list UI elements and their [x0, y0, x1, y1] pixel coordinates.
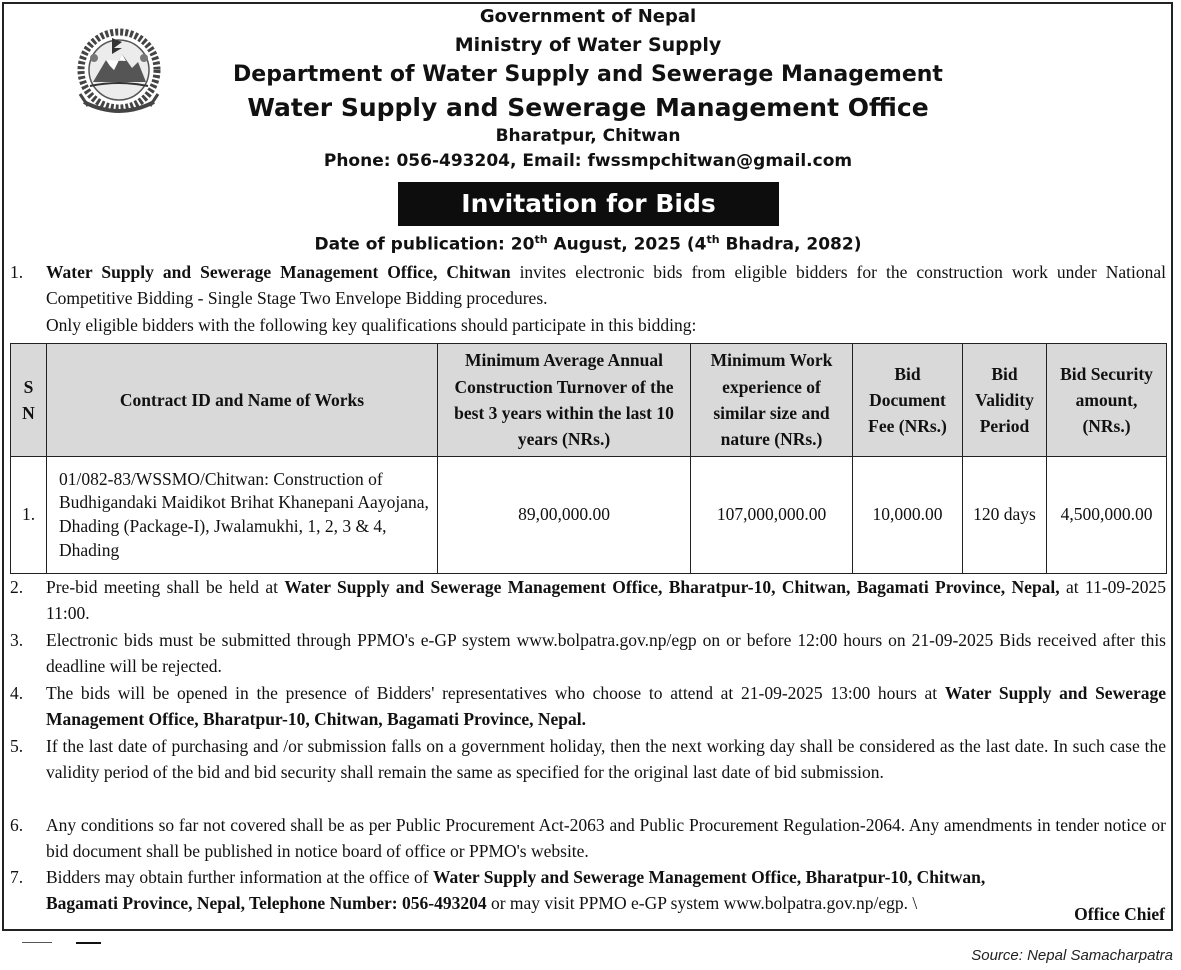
header-experience: Minimum Work experience of similar size and nature (NRs.) [691, 344, 853, 457]
cell-sn: 1. [11, 457, 47, 574]
cell-experience: 107,000,000.00 [691, 457, 853, 574]
cell-work: 01/082-83/WSSMO/Chitwan: Construction of Budhigandaki Maidikot Brihat Khanepani Aayojana, Dhading (Package-I), Jwalamukhi, 1, 2, 3 & 4, Dhading [47, 457, 438, 574]
clause-text: Any conditions so far not covered shall be as per Public Procurement Act-2063 and Public Procurement Regulation-2064. Any amendments in tender notice or bid document shall be published in notice board of office or PPMO's website. [46, 815, 1166, 862]
office-title: Water Supply and Sewerage Management Office [247, 93, 929, 122]
clause-bold: Water Supply and Sewerage Management Office, Bharatpur-10, Chitwan, Bagamati Province, Nepal, Telephone Number: 056-493204 [46, 867, 986, 914]
qualification-line: Only eligible bidders with the following key qualifications should participate in this bidding: [46, 314, 697, 335]
clause-text: or may visit PPMO e-GP system www.bolpatra.gov.np/egp. \ [486, 893, 918, 914]
notice-banner: Invitation for Bids [398, 182, 779, 226]
publication-date [180, 233, 996, 255]
clause-bold: Water Supply and Sewerage Management Office, Bharatpur-10, Chitwan, Bagamati Province, Nepal. [46, 683, 1167, 730]
government-title: Government of Nepal [479, 6, 697, 27]
clause-text: The bids will be opened in the presence of Bidders' representatives who choose to attend at 21-09-2025 13:00 hours at [46, 683, 945, 703]
clause-text: If the last date of purchasing and /or submission falls on a government holiday, then the next working day shall be considered as the last date. In such case the validity period of the bid and bid security shall remain the same as specified for the original last date of bid submission. [46, 736, 1166, 783]
cell-validity: 120 days [963, 457, 1047, 574]
clause-number: 7. [10, 867, 24, 887]
clause-number: 2. [10, 577, 24, 597]
clause-text: invites electronic bids from eligible bidders for the construction work under National Competitive Bidding - Single Stage Two Envelope Bidding procedures. [46, 262, 1166, 309]
clause-7 [10, 864, 1166, 917]
clause-number: 6. [10, 815, 24, 835]
clause-6 [10, 812, 1166, 865]
cell-fee: 10,000.00 [853, 457, 963, 574]
pubdate-sup2: th [706, 233, 720, 246]
header-work: Contract ID and Name of Works [47, 344, 438, 457]
header-security: Bid Security amount, (NRs.) [1047, 344, 1167, 457]
clause-1 [10, 259, 1166, 338]
clause-number: 4. [10, 683, 24, 703]
source-credit: Source: Nepal Samacharpatra [971, 947, 1173, 964]
clause-text: Pre-bid meeting shall be held at [46, 577, 285, 597]
header-validity: Bid Validity Period [963, 344, 1047, 457]
header-sn-n: N [22, 403, 35, 423]
clause-text: Bidders may obtain further information at the office of [46, 867, 433, 887]
pubdate-middle: August, 2025 (4 [547, 234, 707, 255]
ministry-title: Ministry of Water Supply [454, 34, 722, 56]
bids-table [10, 343, 1167, 574]
clause-2 [10, 574, 1166, 627]
header-turnover: Minimum Average Annual Construction Turnover of the best 3 years within the last 10 years (NRs.) [438, 344, 691, 457]
clause-number: 1. [10, 262, 24, 282]
nepal-government-emblem-icon [66, 24, 172, 120]
pubdate-sup1: th [534, 233, 548, 246]
table-header-row [11, 344, 1167, 457]
department-title: Department of Water Supply and Sewerage Management [233, 62, 943, 87]
pubdate-suffix: Bhadra, 2082) [719, 234, 862, 255]
divider [22, 942, 52, 943]
cell-turnover: 89,00,000.00 [438, 457, 691, 574]
clause-text: Electronic bids must be submitted through PPMO's e-GP system www.bolpatra.gov.np/egp on or before 12:00 hours on 21-09-2025 Bids received after this deadline will be rejected. [46, 630, 1166, 677]
divider [76, 942, 101, 944]
office-location: Bharatpur, Chitwan [495, 126, 681, 146]
clause-bold: Water Supply and Sewerage Management Office, Bharatpur-10, Chitwan, Bagamati Province, Nepal, [284, 577, 1060, 597]
header-sn [11, 344, 47, 457]
clause-text: at 11-09-2025 11:00. [46, 577, 1167, 624]
clause-4 [10, 680, 1166, 733]
table-row [11, 457, 1167, 574]
cell-security: 4,500,000.00 [1047, 457, 1167, 574]
header-sn-s: S [23, 376, 34, 397]
clause-number: 5. [10, 736, 24, 756]
clause-5 [10, 733, 1166, 786]
signoff: Office Chief [1074, 904, 1165, 924]
clause-bold: Water Supply and Sewerage Management Office, Chitwan [46, 262, 511, 282]
clause-3 [10, 627, 1166, 680]
clause-number: 3. [10, 630, 24, 650]
contact-line: Phone: 056-493204, Email: fwssmpchitwan@gmail.com [323, 151, 853, 171]
header-fee: Bid Document Fee (NRs.) [853, 344, 963, 457]
pubdate-prefix: Date of publication: 20 [314, 234, 535, 255]
